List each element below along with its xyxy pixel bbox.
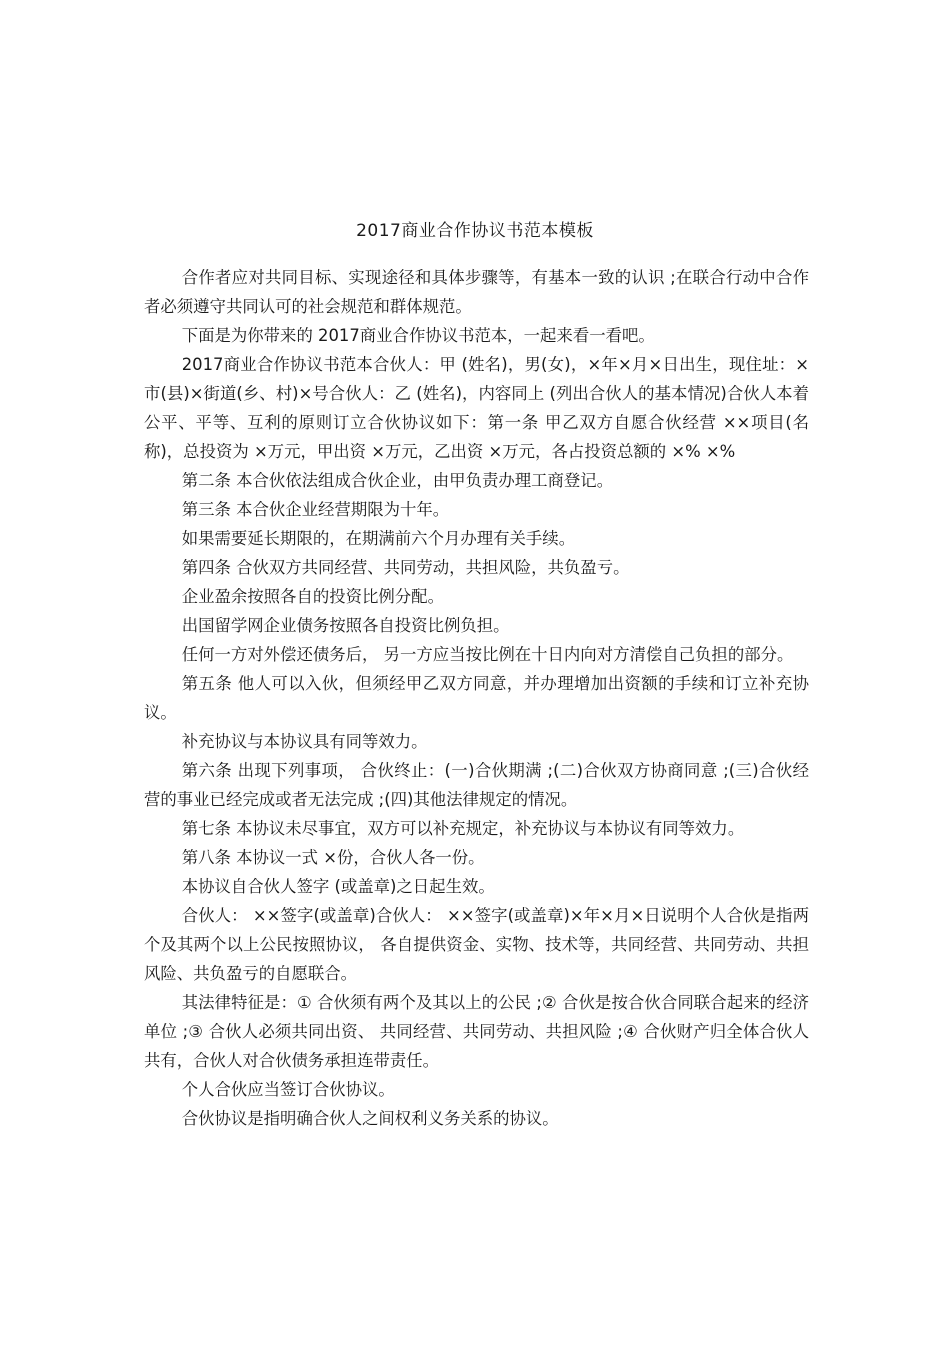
paragraph: 任何一方对外偿还债务后， 另一方应当按比例在十日内向对方清偿自己负担的部分。 xyxy=(181,645,794,664)
paragraph: 第七条 本协议未尽事宜，双方可以补充规定，补充协议与本协议有同等效力。 xyxy=(181,819,745,838)
document-title: 2017商业合作协议书范本模板 xyxy=(356,221,594,241)
document-body xyxy=(144,263,809,1133)
paragraph: 合作者应对共同目标、实现途径和具体步骤等，有基本一致的认识 ;在联合行动中合作者必须遵守共同认可的社会规范和群体规范。 xyxy=(144,268,809,316)
paragraph: 出国留学网企业债务按照各自投资比例负担。 xyxy=(181,616,510,635)
paragraph: 第五条 他人可以入伙，但须经甲乙双方同意，并办理增加出资额的手续和订立补充协议。 xyxy=(144,674,809,722)
paragraph: 个人合伙应当签订合伙协议。 xyxy=(181,1080,395,1099)
paragraph: 合伙协议是指明确合伙人之间权利义务关系的协议。 xyxy=(181,1109,559,1128)
paragraph: 2017商业合作协议书范本合伙人：甲 (姓名)，男(女)，×年×月×日出生，现住址：×市(县)×街道(乡、村)×号合伙人：乙 (姓名)，内容同上 (列出合伙人的基本情况)合伙人本着公平、平等、互利的原则订立合伙协议如下：第一条 甲乙双方自愿合伙经营 ××项目(名称)，总投资为 ×万元，甲出资 ×万元，乙出资 ×万元，各占投资总额的 ×% ×% xyxy=(144,355,809,461)
paragraph: 如果需要延长期限的，在期满前六个月办理有关手续。 xyxy=(181,529,576,548)
paragraph: 第四条 合伙双方共同经营、共同劳动，共担风险，共负盈亏。 xyxy=(181,558,630,577)
paragraph: 本协议自合伙人签字 (或盖章)之日起生效。 xyxy=(181,877,495,896)
paragraph: 补充协议与本协议具有同等效力。 xyxy=(181,732,428,751)
paragraph: 合伙人： ××签字(或盖章)合伙人： ××签字(或盖章)×年×月×日说明个人合伙是指两个及其两个以上公民按照协议， 各自提供资金、实物、技术等，共同经营、共同劳动、共担风险、共负盈亏的自愿联合。 xyxy=(144,906,809,983)
paragraph: 下面是为你带来的 2017商业合作协议书范本，一起来看一看吧。 xyxy=(181,326,655,345)
paragraph: 企业盈余按照各自的投资比例分配。 xyxy=(181,587,444,606)
paragraph: 其法律特征是：① 合伙须有两个及其以上的公民 ;② 合伙是按合伙合同联合起来的经济单位 ;③ 合伙人必须共同出资、 共同经营、共同劳动、共担风险 ;④ 合伙财产归全体合伙人共有，合伙人对合伙债务承担连带责任。 xyxy=(144,993,809,1070)
paragraph: 第三条 本合伙企业经营期限为十年。 xyxy=(181,500,450,519)
paragraph: 第八条 本协议一式 ×份，合伙人各一份。 xyxy=(181,848,485,867)
paragraph: 第二条 本合伙依法组成合伙企业，由甲负责办理工商登记。 xyxy=(181,471,614,490)
paragraph: 第六条 出现下列事项， 合伙终止：(一)合伙期满 ;(二)合伙双方协商同意 ;(三)合伙经营的事业已经完成或者无法完成 ;(四)其他法律规定的情况。 xyxy=(144,761,809,809)
